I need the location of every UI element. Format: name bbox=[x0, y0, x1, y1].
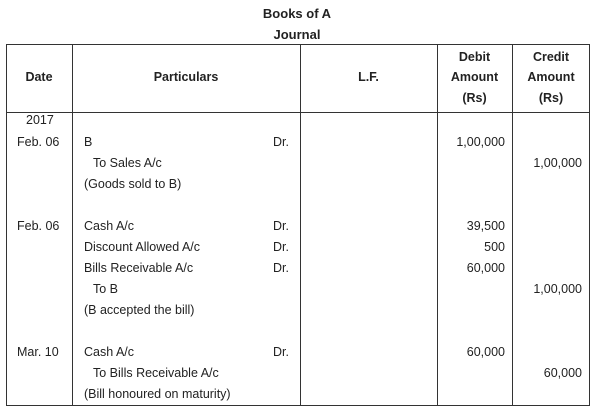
entry-narration: (Goods sold to B) bbox=[84, 177, 182, 191]
header-particulars: Particulars bbox=[153, 70, 219, 84]
entry-line-text: Cash A/c bbox=[84, 345, 135, 359]
entry-narration: (B accepted the bill) bbox=[84, 303, 195, 317]
entry-debit-amount: 60,000 bbox=[466, 261, 505, 275]
entry-date: Feb. 06 bbox=[17, 135, 60, 149]
entry-debit-amount: 39,500 bbox=[466, 219, 505, 233]
entry-dr-marker: Dr. bbox=[273, 345, 289, 359]
entry-line-text: Cash A/c bbox=[84, 219, 135, 233]
entry-credit-amount: 60,000 bbox=[543, 366, 582, 380]
header-credit-line3: (Rs) bbox=[538, 91, 564, 105]
entry-line-text: To B bbox=[93, 282, 119, 296]
entry-dr-marker: Dr. bbox=[273, 240, 289, 254]
entry-credit-amount: 1,00,000 bbox=[533, 156, 582, 170]
header-divider bbox=[6, 112, 590, 113]
entry-dr-marker: Dr. bbox=[273, 135, 289, 149]
book-title: Books of A bbox=[262, 6, 332, 21]
entry-debit-amount: 60,000 bbox=[466, 345, 505, 359]
header-credit-line2: Amount bbox=[527, 70, 575, 84]
header-debit-line3: (Rs) bbox=[462, 91, 487, 105]
entry-line-text: Bills Receivable A/c bbox=[84, 261, 194, 275]
entry-credit-amount: 1,00,000 bbox=[533, 282, 582, 296]
header-debit-line2: Amount bbox=[450, 70, 499, 84]
entry-dr-marker: Dr. bbox=[273, 261, 289, 275]
entry-line-text: To Bills Receivable A/c bbox=[93, 366, 219, 380]
header-credit-line1: Credit bbox=[532, 50, 570, 64]
journal-title: Journal bbox=[273, 27, 321, 42]
year-label: 2017 bbox=[26, 113, 54, 127]
header-date: Date bbox=[25, 70, 53, 84]
entry-dr-marker: Dr. bbox=[273, 219, 289, 233]
entry-line-text: B bbox=[84, 135, 93, 149]
col-divider-date bbox=[72, 44, 73, 406]
entry-date: Mar. 10 bbox=[17, 345, 59, 359]
col-divider-particulars bbox=[300, 44, 301, 406]
entry-narration: (Bill honoured on maturity) bbox=[84, 387, 231, 401]
header-debit-line1: Debit bbox=[458, 50, 491, 64]
entry-debit-amount: 1,00,000 bbox=[456, 135, 505, 149]
entry-date: Feb. 06 bbox=[17, 219, 60, 233]
entry-line-text: Discount Allowed A/c bbox=[84, 240, 201, 254]
header-lf: L.F. bbox=[358, 70, 379, 84]
entry-debit-amount: 500 bbox=[484, 240, 505, 254]
entry-line-text: To Sales A/c bbox=[93, 156, 162, 170]
